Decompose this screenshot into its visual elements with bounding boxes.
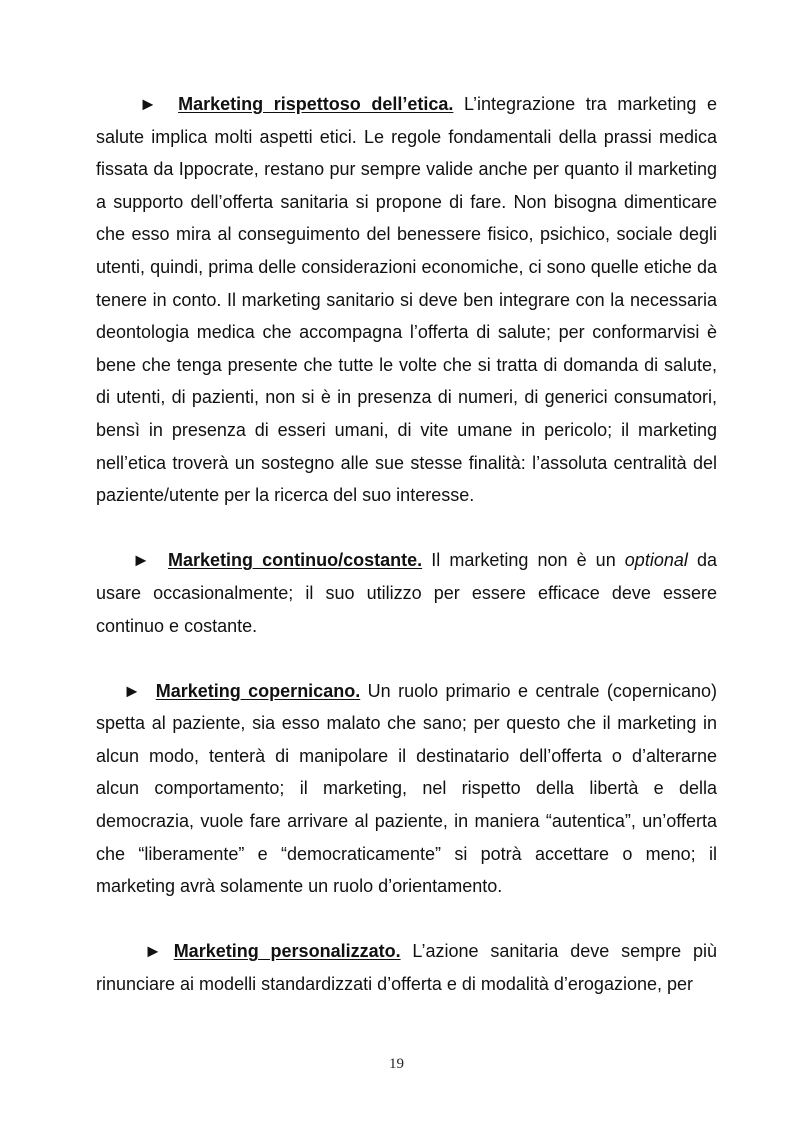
paragraph-italic-optional: optional: [624, 550, 688, 571]
paragraph-etica: [96, 88, 717, 512]
paragraph-text-personalizzato: L’azione sanitaria deve sempre più rinunciare ai modelli standardizzati d’offerta e di modalità d’erogazione, per: [96, 941, 717, 995]
paragraph-heading-personalizzato: Marketing personalizzato.: [173, 941, 401, 962]
bullet-arrow-icon: ►: [144, 941, 162, 962]
page-body: [96, 88, 717, 1001]
paragraph-text-etica: L’integrazione tra marketing e salute implica molti aspetti etici. Le regole fondamentali della prassi medica fissata da Ippocrate, restano pur sempre valide anche per quanto il marketing a supporto dell’offerta sanitaria si propone di fare. Non bisogna dimenticare che esso mira al conseguimento del benessere fisico, psichico, sociale degli utenti, quindi, prima delle considerazioni economiche, ci sono quelle etiche da tenere in conto. Il marketing sanitario si deve ben integrare con la necessaria deontologia medica che accompagna l’offerta di salute; per conformarvisi è bene che tenga presente che tutte le volte che si tratta di domanda di salute, di utenti, di pazienti, non si è in presenza di numeri, di generici consumatori, bensì in presenza di esseri umani, di vite umane in pericolo; il marketing nell’etica troverà un sostegno alle sue stesse finalità: l’assoluta centralità del paziente/utente per la ricerca del suo interesse.: [96, 94, 717, 506]
paragraph-heading-continuo: Marketing continuo/costante.: [168, 550, 423, 571]
page-number: 19: [389, 1056, 404, 1072]
paragraph-continuo: [96, 544, 717, 642]
bullet-arrow-icon: ►: [132, 550, 150, 571]
paragraph-text-continuo-a: Il marketing non è un: [422, 550, 625, 571]
paragraph-heading-copernicano: Marketing copernicano.: [155, 680, 361, 701]
paragraph-copernicano: [96, 675, 717, 903]
paragraph-text-copernicano: Un ruolo primario e centrale (copernicano) spetta al paziente, sia esso malato che sano; per questo che il marketing in alcun modo, tenterà di manipolare il destinatario dell’offerta o d’alterarne alcun comportamento; il marketing, nel rispetto della libertà e della democrazia, vuole fare arrivare al paziente, in maniera “autentica”, un’offerta che “liberamente” e “democraticamente” si potrà accettare o meno; il marketing avrà solamente un ruolo d’orientamento.: [96, 680, 717, 897]
bullet-arrow-icon: ►: [139, 94, 157, 114]
bullet-arrow-icon: ►: [123, 680, 141, 701]
paragraph-text-continuo-b: da usare occasionalmente; il suo utilizzo per essere efficace deve essere continuo e costante.: [96, 550, 717, 636]
paragraph-personalizzato: [96, 935, 717, 1000]
paragraph-heading-etica: Marketing rispettoso dell’etica.: [178, 94, 454, 114]
